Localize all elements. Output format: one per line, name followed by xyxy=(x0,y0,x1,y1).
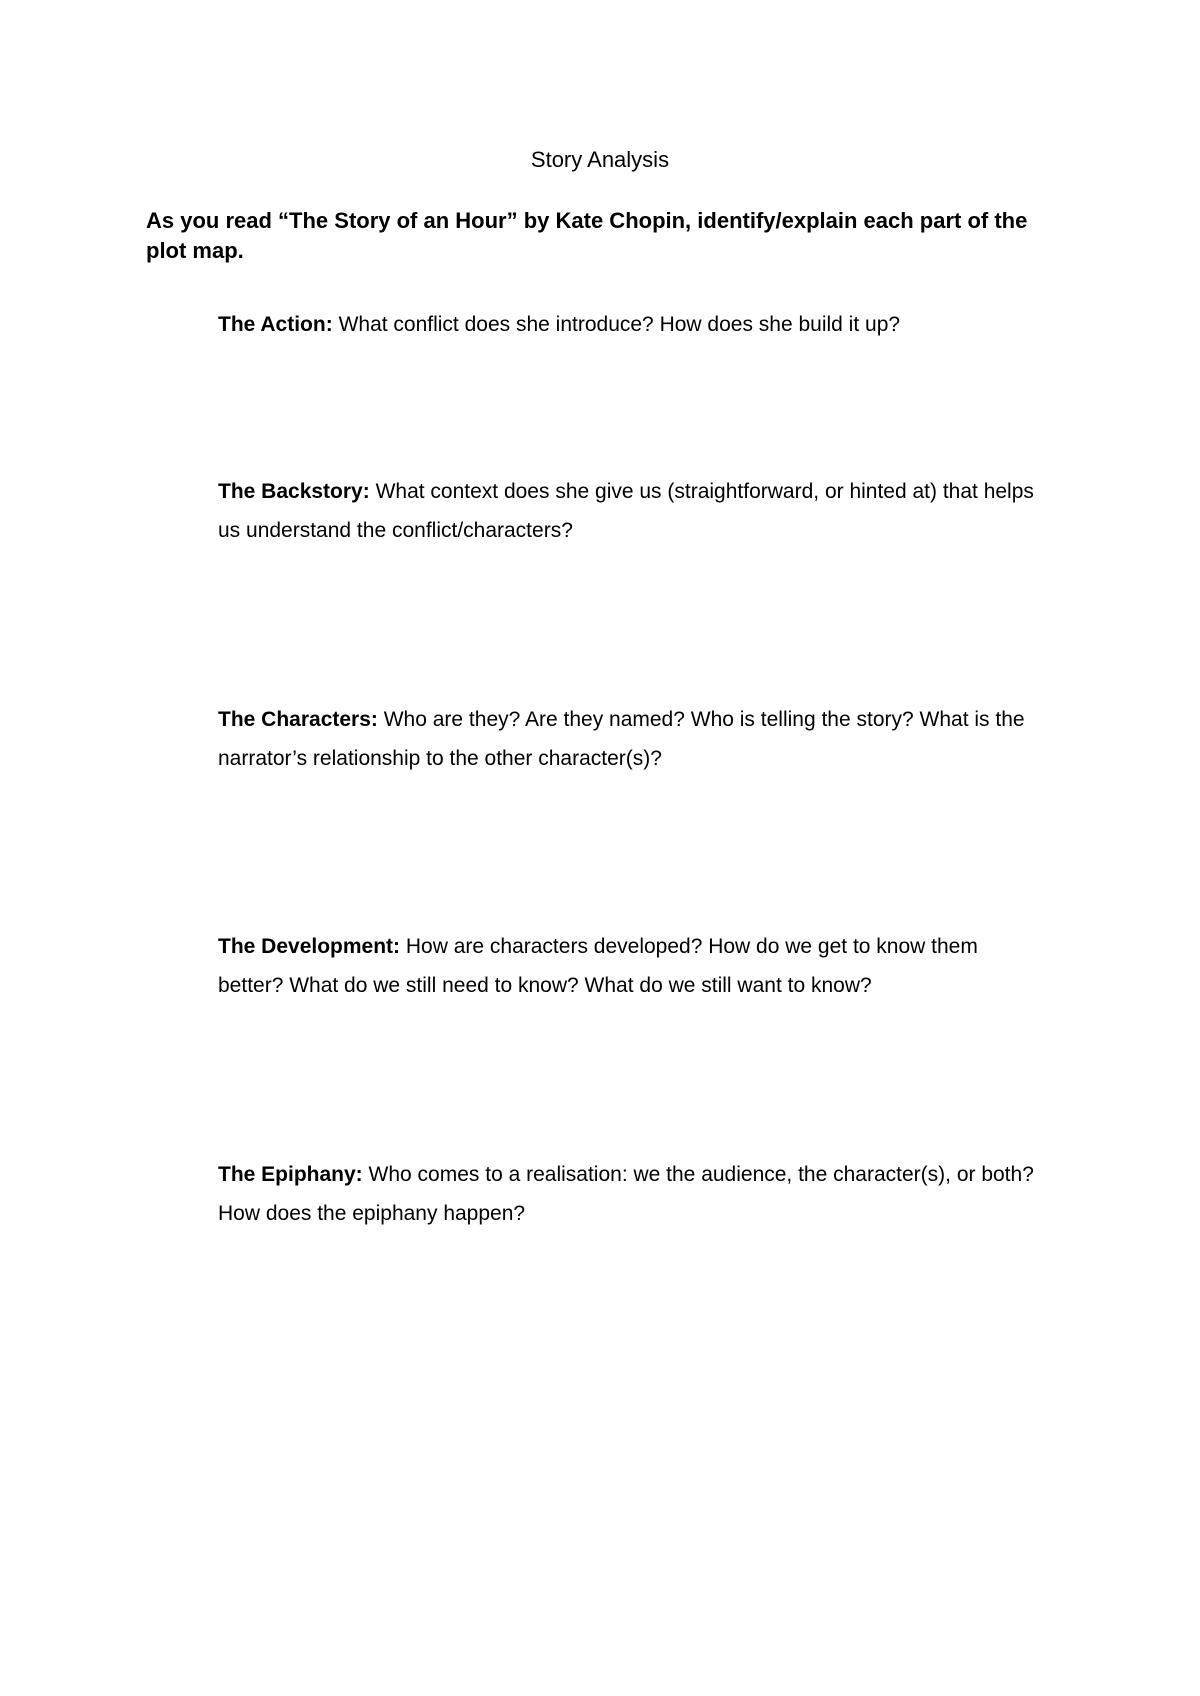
question-development xyxy=(218,927,1048,1005)
question-action xyxy=(218,305,1048,344)
question-label: The Development: xyxy=(218,935,401,958)
page-title: Story Analysis xyxy=(530,147,670,172)
question-backstory xyxy=(218,472,1048,550)
question-text: What context does she give us (straightforward, or hinted at) that helps us understand the conflict/characters? xyxy=(218,480,1034,542)
question-text: What conflict does she introduce? How does she build it up? xyxy=(338,313,901,336)
question-characters xyxy=(218,700,1048,778)
question-label: The Characters: xyxy=(218,708,378,731)
question-text: Who comes to a realisation: we the audience, the character(s), or both? How does the epiphany happen? xyxy=(218,1163,1034,1225)
question-label: The Backstory: xyxy=(218,480,370,503)
question-text: Who are they? Are they named? Who is telling the story? What is the narrator’s relationship to the other character(s)? xyxy=(218,708,1025,770)
question-label: The Action: xyxy=(218,313,333,336)
question-epiphany xyxy=(218,1155,1048,1233)
question-label: The Epiphany: xyxy=(218,1163,363,1186)
question-text: How are characters developed? How do we get to know them better? What do we still need to know? What do we still want to know? xyxy=(218,935,978,997)
instructions: As you read “The Story of an Hour” by Kate Chopin, identify/explain each part of the plot map. xyxy=(146,208,1028,263)
